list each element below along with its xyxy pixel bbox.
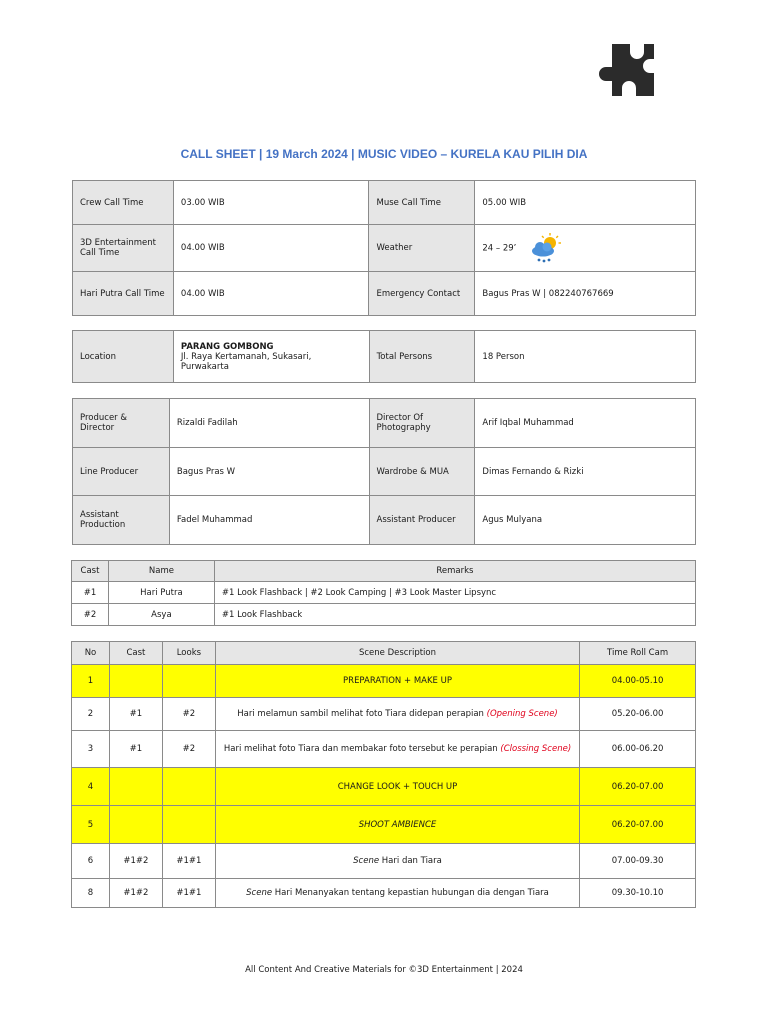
emergency-contact-label: Emergency Contact — [369, 272, 475, 316]
scene-description-text: Hari melamun sambil melihat foto Tiara didepan perapian — [237, 709, 487, 719]
scene-cast: #1 — [109, 698, 162, 731]
cast-remarks: #1 Look Flashback — [214, 604, 695, 626]
location-value — [173, 331, 369, 383]
scene-time: 05.20-06.00 — [580, 698, 696, 731]
scene-no: 4 — [72, 768, 110, 806]
scene-cast: #1#2 — [109, 879, 162, 908]
table-row — [72, 806, 696, 844]
total-persons-label: Total Persons — [369, 331, 475, 383]
schedule-header-looks: Looks — [162, 642, 215, 665]
weather-value: 24 – 29’ — [482, 243, 517, 254]
assistant-producer-label: Assistant Producer — [369, 496, 475, 545]
scene-note: (Opening Scene) — [486, 709, 558, 719]
footer-copyright: All Content And Creative Materials for ©3D Entertainment | 2024 — [245, 965, 523, 975]
scene-looks: #2 — [162, 698, 215, 731]
table-row — [72, 879, 696, 908]
muse-call-value: 05.00 WIB — [475, 181, 696, 225]
scene-cast: #1 — [109, 731, 162, 768]
weather-label: Weather — [369, 225, 475, 272]
page-title: CALL SHEET | 19 March 2024 | MUSIC VIDEO – KURELA KAU PILIH DIA — [180, 147, 588, 161]
cast-id: #2 — [72, 604, 109, 626]
ent-call-value: 04.00 WIB — [173, 225, 369, 272]
table-row — [72, 665, 696, 698]
schedule-header-no: No — [72, 642, 110, 665]
scene-looks — [162, 806, 215, 844]
scene-looks: #1#1 — [162, 879, 215, 908]
puzzle-logo-icon — [596, 44, 658, 96]
schedule-header-description: Scene Description — [215, 642, 579, 665]
scene-description — [215, 731, 579, 768]
scene-looks — [162, 665, 215, 698]
scene-cast — [109, 665, 162, 698]
wardrobe-label: Wardrobe & MUA — [369, 448, 475, 496]
crew-call-label: Crew Call Time — [73, 181, 174, 225]
cast-remarks: #1 Look Flashback | #2 Look Camping | #3 Look Master Lipsync — [214, 582, 695, 604]
table-row — [72, 731, 696, 768]
line-producer-value: Bagus Pras W — [169, 448, 369, 496]
location-label: Location — [73, 331, 174, 383]
location-name: PARANG GOMBONG — [180, 341, 274, 352]
table-row — [72, 844, 696, 879]
scene-cast: #1#2 — [109, 844, 162, 879]
scene-no: 1 — [72, 665, 110, 698]
schedule-header-cast: Cast — [109, 642, 162, 665]
call-times-table — [72, 180, 696, 316]
scene-no: 8 — [72, 879, 110, 908]
location-table — [72, 330, 696, 383]
cast-name: Hari Putra — [108, 582, 214, 604]
cast-id: #1 — [72, 582, 109, 604]
scene-prefix: Scene — [246, 888, 273, 898]
scene-description — [215, 879, 579, 908]
scene-description — [215, 844, 579, 879]
talent-call-value: 04.00 WIB — [173, 272, 369, 316]
cast-table — [71, 560, 696, 626]
scene-no: 5 — [72, 806, 110, 844]
scene-note: (Clossing Scene) — [500, 744, 572, 754]
scene-time: 09.30-10.10 — [580, 879, 696, 908]
table-row — [72, 604, 696, 626]
partly-cloudy-rain-icon — [529, 233, 563, 263]
scene-cast — [109, 768, 162, 806]
crew-call-value: 03.00 WIB — [173, 181, 369, 225]
cast-header-cast: Cast — [72, 561, 109, 582]
scene-no: 6 — [72, 844, 110, 879]
scene-description — [215, 698, 579, 731]
schedule-table — [71, 641, 696, 908]
weather-cell — [475, 225, 696, 272]
scene-description-text: Hari melihat foto Tiara dan membakar foto tersebut ke perapian — [223, 744, 501, 754]
assistant-producer-value: Agus Mulyana — [475, 496, 696, 545]
cast-name: Asya — [108, 604, 214, 626]
table-row — [72, 582, 696, 604]
scene-no: 2 — [72, 698, 110, 731]
scene-time: 07.00-09.30 — [580, 844, 696, 879]
cast-header-remarks: Remarks — [214, 561, 695, 582]
cast-header-name: Name — [108, 561, 214, 582]
assistant-production-value: Fadel Muhammad — [169, 496, 369, 545]
location-address: Jl. Raya Kertamanah, Sukasari, Purwakarta — [180, 351, 312, 372]
scene-time: 06.20-07.00 — [580, 768, 696, 806]
muse-call-label: Muse Call Time — [369, 181, 475, 225]
scene-looks — [162, 768, 215, 806]
producer-label: Producer & Director — [73, 399, 170, 448]
dop-value: Arif Iqbal Muhammad — [475, 399, 696, 448]
scene-description: PREPARATION + MAKE UP — [215, 665, 579, 698]
scene-description-text: Hari Menanyakan tentang kepastian hubungan dia dengan Tiara — [272, 888, 549, 898]
scene-description: CHANGE LOOK + TOUCH UP — [215, 768, 579, 806]
scene-time: 06.00-06.20 — [580, 731, 696, 768]
scene-time: 06.20-07.00 — [580, 806, 696, 844]
talent-call-label: Hari Putra Call Time — [73, 272, 174, 316]
producer-value: Rizaldi Fadilah — [169, 399, 369, 448]
scene-description-text: Hari dan Tiara — [379, 856, 442, 866]
dop-label: Director Of Photography — [369, 399, 475, 448]
scene-cast — [109, 806, 162, 844]
scene-prefix: Scene — [353, 856, 380, 866]
emergency-contact-value: Bagus Pras W | 082240767669 — [475, 272, 696, 316]
scene-looks: #1#1 — [162, 844, 215, 879]
total-persons-value: 18 Person — [475, 331, 696, 383]
line-producer-label: Line Producer — [73, 448, 170, 496]
crew-table — [72, 398, 696, 545]
assistant-production-label: Assistant Production — [73, 496, 170, 545]
table-row — [72, 698, 696, 731]
ent-call-label: 3D Entertainment Call Time — [73, 225, 174, 272]
scene-looks: #2 — [162, 731, 215, 768]
scene-time: 04.00-05.10 — [580, 665, 696, 698]
wardrobe-value: Dimas Fernando & Rizki — [475, 448, 696, 496]
schedule-header-time: Time Roll Cam — [580, 642, 696, 665]
scene-description: SHOOT AMBIENCE — [215, 806, 579, 844]
scene-no: 3 — [72, 731, 110, 768]
table-row — [72, 768, 696, 806]
